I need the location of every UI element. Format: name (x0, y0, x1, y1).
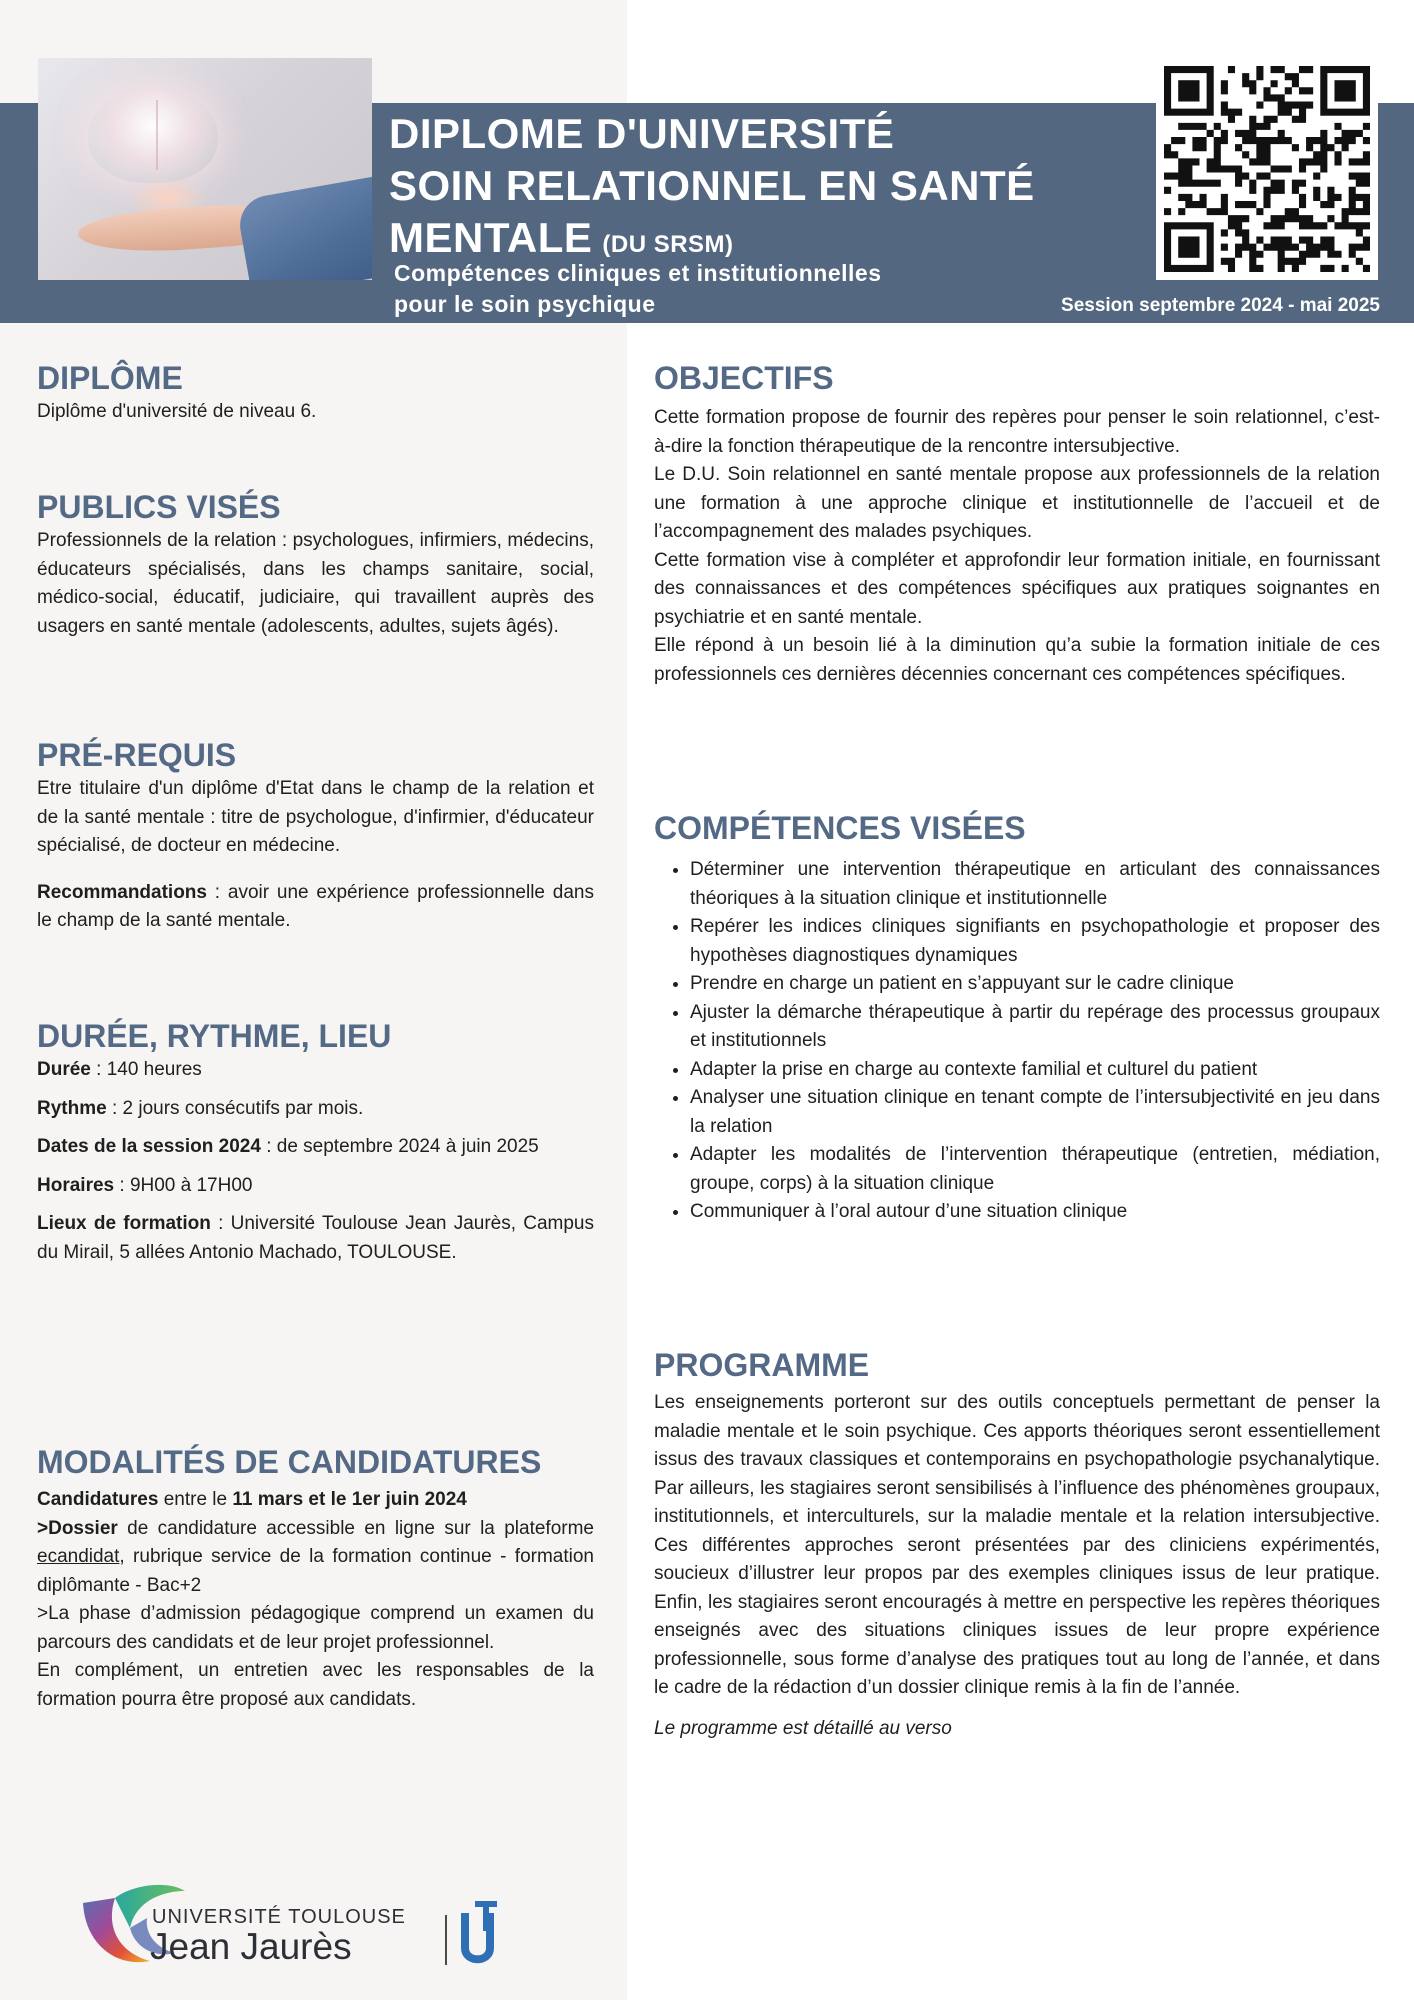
section-programme (654, 1345, 1380, 1743)
objectifs-paragraph: Cette formation propose de fournir des repères pour penser le soin relationnel, c’est-à-dire la fonction thérapeutique de la rencontre intersubjective. (654, 407, 1380, 457)
list-item: • Analyser une situation clinique en tenant compte de l’intersubjectivité en jeu dans la relation (690, 1084, 1380, 1141)
prerequis-recommandations (37, 879, 594, 936)
rythme-label: Rythme (37, 1097, 107, 1119)
objectifs-paragraph: Elle répond à un besoin lié à la diminution qu’a subie la formation initiale de ces professionnels ces dernières décennies concernant ces compétences spécifiques. (654, 635, 1380, 685)
section-publics (37, 487, 594, 641)
university-name-line-2: Jean Jaurès (150, 1926, 352, 1967)
sleeve-decoration (235, 177, 372, 280)
horaires-label: Horaires (37, 1174, 115, 1196)
duree-label: Durée (37, 1059, 91, 1080)
section-diplome (37, 358, 594, 427)
dossier-text-1: de candidature accessible en ligne sur la plateforme (117, 1517, 594, 1539)
admission-text: >La phase d’admission pédagogique comprend un examen du parcours des candidats et de leur projet professionnel. (37, 1603, 594, 1653)
prerequis-text: Etre titulaire d'un diplôme d'Etat dans le champ de la relation et de la santé mentale : titre de psychologue, d'infirmier, d'éducateur spécialisé, de docteur en médecine. (37, 778, 594, 856)
title-abbr: (DU SRSM) (602, 231, 734, 258)
list-item: • Adapter la prise en charge au contexte familial et culturel du patient (690, 1056, 1380, 1085)
dossier-label: >Dossier (37, 1517, 118, 1539)
hero-image (38, 58, 372, 280)
university-name-line-1: UNIVERSITÉ TOULOUSE (152, 1906, 406, 1928)
duree-item (37, 1095, 594, 1124)
publics-text: Professionnels de la relation : psychologues, infirmiers, médecins, éducateurs spécialisés, dans les champs sanitaire, social, médico-social, éducatif, judiciaire, qui travaillent auprès des usagers en santé mentale (adolescents, adultes, sujets âgés). (37, 530, 594, 637)
horaires-value: : 9H00 à 17H00 (114, 1174, 253, 1196)
objectifs-heading: OBJECTIFS (654, 360, 834, 396)
subtitle-line-2: pour le soin psychique (394, 291, 656, 317)
objectifs-paragraph: Le D.U. Soin relationnel en santé mentale propose aux professionnels de la relation une formation à une approche clinique et institutionnelle de l’accueil et de l’accompagnement des malades psychiques. (654, 464, 1380, 542)
programme-text: Les enseignements porteront sur des outils conceptuels permettant de penser la maladie mentale et le soin psychique. Ces apports théoriques seront essentiellement issus des travaux classiques et contemporains en psychopathologie psychanalytique. Par ailleurs, les stagiaires seront sensibilisés à l’influence des phénomènes groupaux, institutionnels, et interculturels, sur la maladie mentale et la relation intersubjective. Ces différentes approches seront présentées par des cliniciens expérimentés, soucieux d’illustrer leur propos par des exemples cliniques issus de leur pratique. Enfin, les stagiaires seront encouragés à mettre en perspective les repères théoriques enseignés avec des situations cliniques issues de leur propre expérience professionnelle, sous forme d’analyse des pratiques tout au long de l’année, et dans le cadre de la rédaction d’un dossier clinique remis à la fin de l’année. (654, 1392, 1380, 1698)
reco-text: : avoir une expérience professionnelle dans le champ de la santé mentale. (37, 881, 594, 931)
qr-finder (1178, 80, 1199, 101)
competences-list (654, 856, 1380, 1227)
duree-item (37, 1056, 594, 1085)
diplome-heading: DIPLÔME (37, 360, 183, 396)
cand-dates: 11 mars et le 1er juin 2024 (232, 1489, 467, 1510)
duree-heading: DURÉE, RYTHME, LIEU (37, 1018, 392, 1054)
objectifs-paragraph: Cette formation vise à compléter et approfondir leur formation initiale, en fournissant des connaissances et des compétences spécifiques aux pratiques soignantes en psychiatrie et en santé mentale. (654, 549, 1380, 628)
complement-text: En complément, un entretien avec les responsables de la formation pourra être proposé aux candidats. (37, 1660, 594, 1710)
competences-heading: COMPÉTENCES VISÉES (654, 810, 1026, 846)
brain-divider (156, 100, 158, 170)
cand-label: Candidatures (37, 1489, 159, 1510)
section-modalites (37, 1442, 594, 1714)
prerequis-heading: PRÉ-REQUIS (37, 737, 237, 773)
logo-separator (445, 1915, 447, 1965)
title-line-2: SOIN RELATIONNEL EN SANTÉ (389, 162, 1035, 209)
duree-item (37, 1133, 594, 1162)
lieux-value: : Université Toulouse Jean Jaurès, Campus du Mirail, 5 allées Antonio Machado, TOULOUSE. (37, 1213, 594, 1263)
dates-value: : de septembre 2024 à juin 2025 (260, 1136, 539, 1157)
title-line-3-text: MENTALE (389, 214, 593, 261)
duree-item (37, 1172, 594, 1201)
list-item: • Ajuster la démarche thérapeutique à partir du repérage des processus groupaux et institutionnels (690, 999, 1380, 1056)
dates-label: Dates de la session 2024 (37, 1136, 261, 1157)
brain-icon (88, 88, 218, 183)
section-competences (654, 808, 1380, 1227)
subtitle-line-1: Compétences cliniques et institutionnelles (394, 260, 882, 286)
title-line-1: DIPLOME D'UNIVERSITÉ (389, 110, 895, 157)
section-prerequis (37, 735, 594, 936)
list-item: • Repérer les indices cliniques signifiants en psychopathologie et proposer des hypothèses diagnostiques dynamiques (690, 913, 1380, 970)
list-item: • Prendre en charge un patient en s’appuyant sur le cadre clinique (690, 970, 1380, 999)
page-title (389, 108, 1035, 271)
qr-finder (1334, 80, 1355, 101)
candidatures-line (37, 1486, 594, 1515)
session-dates: Session septembre 2024 - mai 2025 (1061, 295, 1380, 316)
duree-value: : 140 heures (90, 1059, 202, 1080)
rythme-value: : 2 jours consécutifs par mois. (106, 1097, 364, 1119)
qr-code-icon[interactable] (1156, 58, 1378, 280)
programme-note: Le programme est détaillé au verso (654, 1717, 952, 1739)
list-item: • Déterminer une intervention thérapeutique en articulant des connaissances théoriques à la situation clinique et institutionnelle (690, 856, 1380, 913)
modalites-heading: MODALITÉS DE CANDIDATURES (37, 1444, 542, 1480)
cand-mid: entre le (158, 1489, 233, 1510)
page-subtitle (394, 258, 881, 320)
dossier-text-2: , rubrique service de la formation continue - formation diplômante - Bac+2 (37, 1546, 594, 1596)
ecandidat-link[interactable]: ecandidat (37, 1546, 120, 1567)
qr-finder (1178, 236, 1199, 257)
section-objectifs (654, 358, 1380, 689)
duree-item (37, 1210, 594, 1267)
qr-code-graphic (1164, 66, 1370, 272)
diplome-text: Diplôme d'université de niveau 6. (37, 401, 317, 422)
lieux-label: Lieux de formation (37, 1213, 211, 1234)
list-item: • Communiquer à l’oral autour d’une situation clinique (690, 1198, 1380, 1227)
programme-heading: PROGRAMME (654, 1347, 870, 1383)
section-duree (37, 1016, 594, 1267)
dossier-line (37, 1515, 594, 1601)
publics-heading: PUBLICS VISÉS (37, 489, 281, 525)
reco-label: Recommandations (37, 881, 207, 903)
list-item: • Adapter les modalités de l’intervention thérapeutique (entretien, médiation, groupe, corps) à la situation clinique (690, 1141, 1380, 1198)
